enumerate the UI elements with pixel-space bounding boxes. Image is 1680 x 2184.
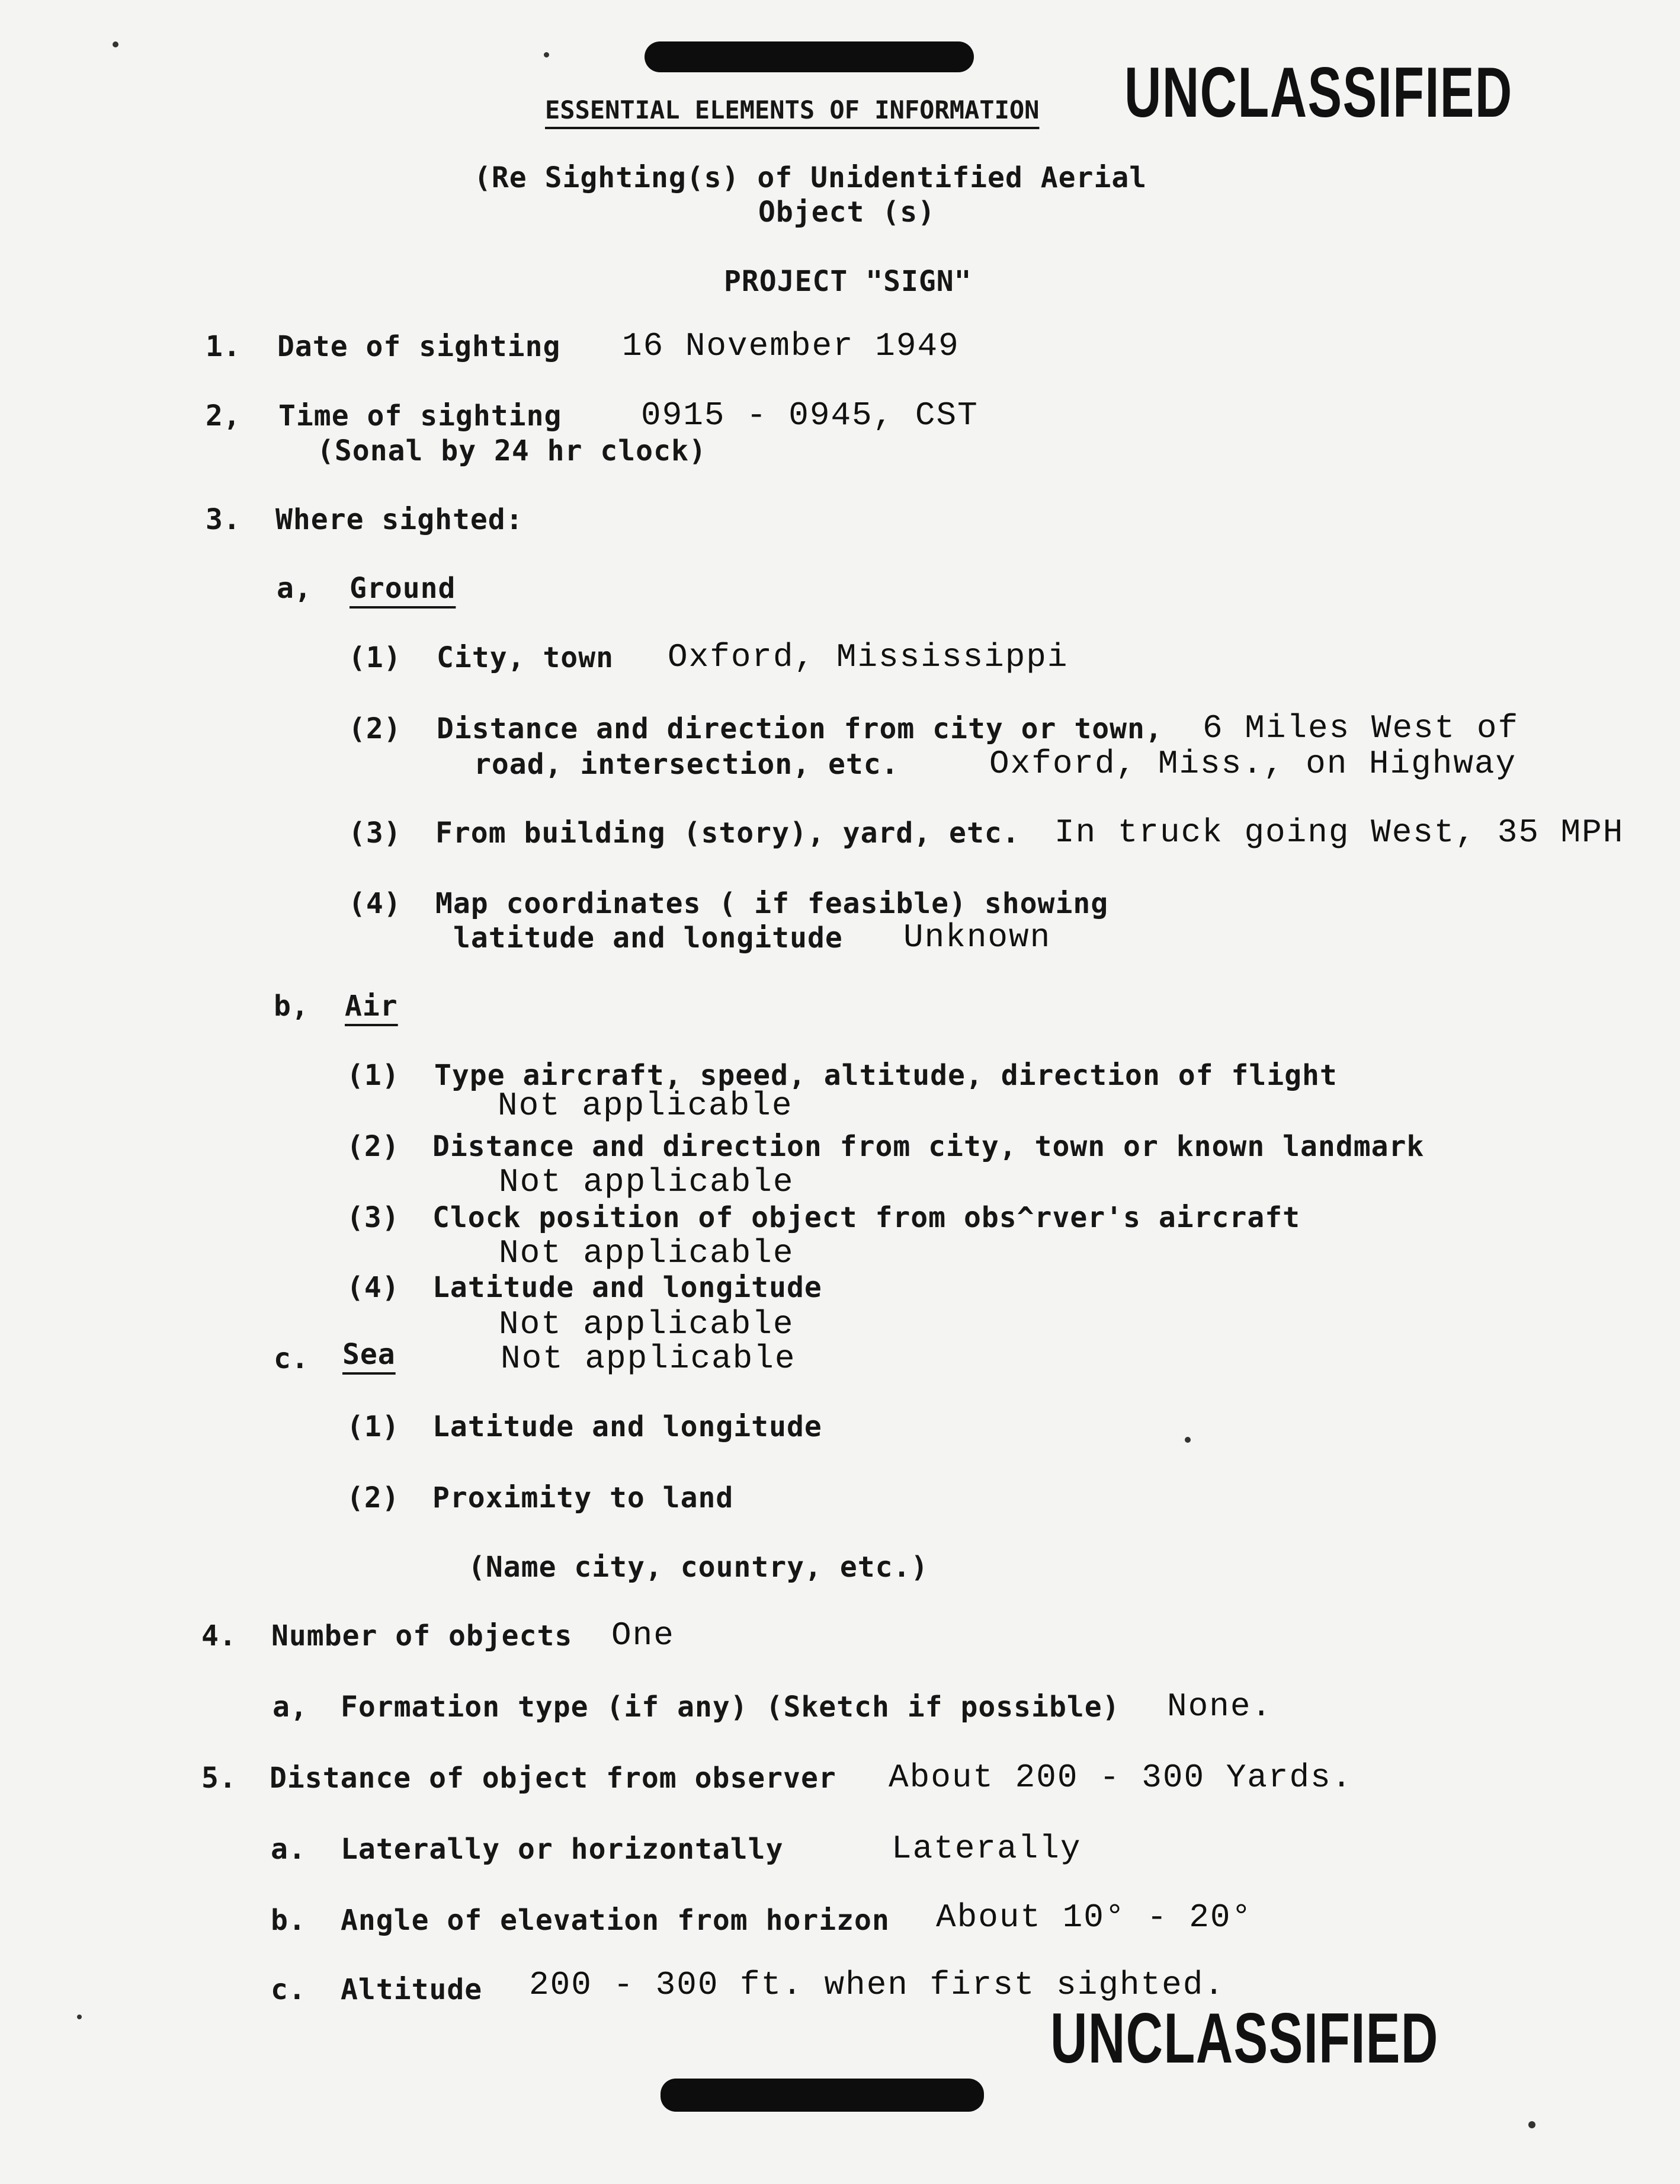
item-1-number: 1. xyxy=(206,330,241,363)
item-3a2-value-2: Oxford, Miss., on Highway xyxy=(989,745,1517,783)
item-3a3-number: (3) xyxy=(348,816,402,850)
item-5c-letter: c. xyxy=(271,1973,306,2006)
item-1-label: Date of sighting xyxy=(277,330,561,363)
scan-speck xyxy=(1528,2121,1535,2128)
item-3b4-label: Latitude and longitude xyxy=(432,1271,822,1304)
item-3-label: Where sighted: xyxy=(275,503,524,536)
item-4-number: 4. xyxy=(201,1619,237,1653)
item-3b2-value: Not applicable xyxy=(499,1163,794,1201)
item-3c2-label: Proximity to land xyxy=(432,1481,734,1514)
item-5-value: About 200 - 300 Yards. xyxy=(889,1759,1353,1796)
item-5c-label: Altitude xyxy=(341,1973,483,2006)
item-3b-letter: b, xyxy=(274,989,309,1023)
item-3a3-value: In truck going West, 35 MPH xyxy=(1054,814,1624,851)
item-3b1-number: (1) xyxy=(347,1059,400,1092)
item-5a-letter: a. xyxy=(271,1833,306,1866)
item-3c-value: Not applicable xyxy=(501,1340,796,1378)
item-3b4-number: (4) xyxy=(347,1271,400,1304)
redaction-bar-top xyxy=(645,41,974,72)
item-2-note: (Sonal by 24 hr clock) xyxy=(317,434,707,467)
item-4a-letter: a, xyxy=(272,1690,308,1724)
item-2-label: Time of sighting xyxy=(278,399,562,433)
item-3b-heading: Air xyxy=(345,989,398,1023)
scan-speck xyxy=(1185,1437,1191,1443)
item-4-label: Number of objects xyxy=(271,1619,573,1653)
item-3a4-number: (4) xyxy=(348,887,402,920)
item-5-number: 5. xyxy=(201,1762,237,1795)
item-3c-heading: Sea xyxy=(342,1338,396,1371)
item-5c-value: 200 - 300 ft. when first sighted. xyxy=(529,1966,1225,2004)
item-3b2-label: Distance and direction from city, town or known landmark xyxy=(432,1130,1425,1163)
item-5a-label: Laterally or horizontally xyxy=(341,1833,784,1866)
item-3c2-number: (2) xyxy=(347,1481,400,1514)
item-5b-label: Angle of elevation from horizon xyxy=(341,1904,890,1937)
item-4a-value: None. xyxy=(1167,1687,1273,1725)
item-3a1-label: City, town xyxy=(437,641,614,674)
item-4-value: One xyxy=(611,1616,675,1654)
unclassified-stamp-top: UNCLASSIFIED xyxy=(1124,53,1513,132)
item-3a1-number: (1) xyxy=(348,641,402,674)
item-2-number: 2, xyxy=(206,399,241,433)
item-4a-label: Formation type (if any) (Sketch if possible) xyxy=(341,1690,1120,1724)
subtitle-line-1: (Re Sighting(s) of Unidentified Aerial xyxy=(474,161,1147,194)
item-5a-value: Laterally xyxy=(892,1830,1082,1868)
item-3c1-number: (1) xyxy=(347,1410,400,1443)
item-3c1-label: Latitude and longitude xyxy=(432,1410,822,1443)
item-3a4-label-1: Map coordinates ( if feasible) showing xyxy=(435,887,1109,920)
item-3a-letter: a, xyxy=(277,572,312,605)
unclassified-stamp-bottom: UNCLASSIFIED xyxy=(1050,1999,1439,2078)
item-3b3-value: Not applicable xyxy=(499,1234,794,1272)
redaction-bar-bottom xyxy=(661,2079,984,2112)
item-5-label: Distance of object from observer xyxy=(270,1762,836,1795)
item-3a2-number: (2) xyxy=(348,712,402,745)
item-3b1-label: Type aircraft, speed, altitude, direction of flight xyxy=(434,1059,1338,1092)
item-3b3-label: Clock position of object from obs^rver's aircraft xyxy=(432,1201,1301,1234)
item-3a4-value: Unknown xyxy=(903,918,1051,956)
item-3b1-value: Not applicable xyxy=(498,1087,793,1125)
item-3a-heading: Ground xyxy=(350,572,456,605)
item-3a2-label-1: Distance and direction from city or town, xyxy=(437,712,1163,745)
item-3c-letter: c. xyxy=(274,1342,309,1375)
item-3a2-label-2: road, intersection, etc. xyxy=(474,748,899,781)
item-3a4-label-2: latitude and longitude xyxy=(453,921,843,955)
item-2-value: 0915 - 0945, CST xyxy=(641,396,979,434)
item-3b4-value: Not applicable xyxy=(499,1305,794,1343)
scan-speck xyxy=(544,52,549,57)
scan-speck xyxy=(77,2015,82,2019)
document-title: ESSENTIAL ELEMENTS OF INFORMATION xyxy=(545,95,1040,124)
item-3-number: 3. xyxy=(206,503,241,536)
item-3a3-label: From building (story), yard, etc. xyxy=(435,816,1020,850)
item-3b3-number: (3) xyxy=(347,1201,400,1234)
scan-speck xyxy=(113,41,118,47)
subtitle-line-2: Object (s) xyxy=(758,196,935,229)
item-5b-value: About 10° - 20° xyxy=(936,1898,1253,1936)
project-name: PROJECT "SIGN" xyxy=(724,265,972,298)
item-3a1-value: Oxford, Mississippi xyxy=(668,638,1069,676)
item-3a2-value-1: 6 Miles West of xyxy=(1203,709,1519,747)
item-3b2-number: (2) xyxy=(347,1130,400,1163)
item-3c-note: (Name city, country, etc.) xyxy=(468,1551,929,1584)
item-5b-letter: b. xyxy=(271,1904,306,1937)
item-1-value: 16 November 1949 xyxy=(622,327,960,365)
